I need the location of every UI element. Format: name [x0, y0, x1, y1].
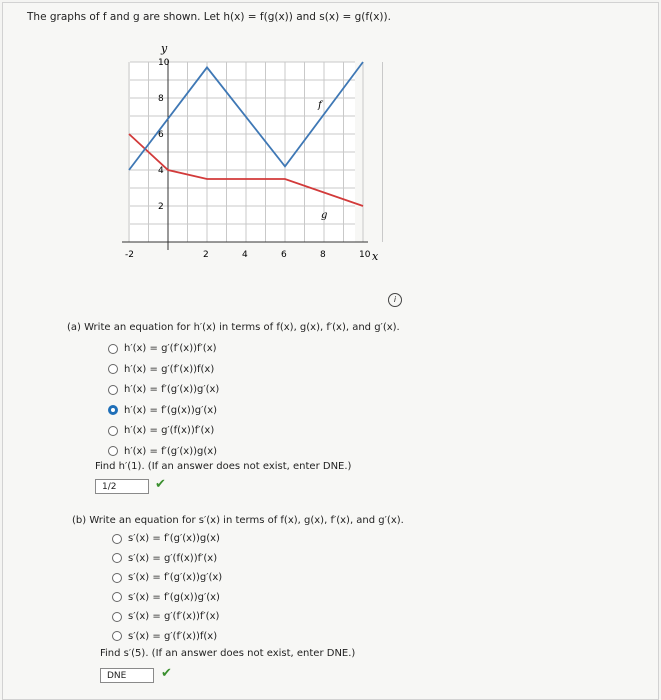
part_b-option-4[interactable]: [112, 592, 220, 603]
part_a-option-5[interactable]: [108, 425, 214, 436]
option-label: h′(x) = f′(g′(x))g′(x): [124, 384, 220, 395]
radio-button[interactable]: [112, 592, 122, 602]
option-label: s′(x) = f′(g′(x))g′(x): [128, 572, 223, 583]
check-icon: ✔: [161, 666, 172, 681]
part_b-option-5[interactable]: [112, 611, 219, 622]
y-tick-label: 2: [158, 202, 164, 212]
check-icon: ✔: [155, 477, 166, 492]
part-a-question: (a) Write an equation for h′(x) in terms of f(x), g(x), f′(x), and g′(x).: [67, 322, 400, 333]
option-label: s′(x) = g′(f′(x))f′(x): [128, 611, 220, 622]
radio-button[interactable]: [108, 364, 118, 374]
f-label: f: [318, 100, 322, 111]
x-tick-label: 10: [359, 250, 371, 260]
radio-button[interactable]: [112, 631, 122, 641]
radio-button[interactable]: [112, 612, 122, 622]
part-b-find-text: Find s′(5). (If an answer does not exist, enter DNE.): [100, 648, 356, 659]
option-label: h′(x) = g′(f(x))f′(x): [124, 425, 215, 436]
part-a-find-text: Find h′(1). (If an answer does not exist, enter DNE.): [95, 461, 352, 472]
part_a-option-6[interactable]: [108, 446, 217, 457]
part_a-option-1[interactable]: [108, 343, 217, 354]
part_a-option-3[interactable]: [108, 384, 219, 395]
x-tick-label: 6: [281, 250, 287, 260]
radio-button[interactable]: [108, 385, 118, 395]
radio-button[interactable]: [112, 573, 122, 583]
part_a-option-2[interactable]: [108, 364, 214, 375]
radio-button[interactable]: [108, 446, 118, 456]
radio-button[interactable]: [108, 344, 118, 354]
option-label: h′(x) = f′(g(x))g′(x): [124, 404, 218, 416]
y-tick-label: 4: [158, 166, 164, 176]
y-tick-label: 6: [158, 130, 164, 140]
y-tick-label: 8: [158, 94, 164, 104]
option-label: h′(x) = g′(f′(x))f′(x): [124, 343, 217, 354]
x-tick-label: -2: [125, 250, 134, 260]
intro-text: The graphs of f and g are shown. Let h(x) = f(g(x)) and s(x) = g(f(x)).: [27, 11, 391, 23]
option-label: h′(x) = f′(g′(x))g(x): [124, 445, 218, 457]
radio-button[interactable]: [112, 534, 122, 544]
option-label: s′(x) = g′(f(x))f′(x): [128, 552, 218, 564]
x-tick-label: 2: [203, 250, 209, 260]
function-graph: [120, 40, 390, 290]
option-label: h′(x) = g′(f′(x))f(x): [124, 363, 215, 375]
part-b-answer-input[interactable]: DNE: [100, 668, 154, 683]
x-tick-label: 8: [320, 250, 326, 260]
part_b-option-2[interactable]: [112, 553, 217, 564]
x-axis-label: x: [372, 250, 379, 263]
option-label: s′(x) = g′(f′(x))f(x): [128, 630, 218, 642]
radio-button[interactable]: [108, 405, 118, 415]
part_a-option-4[interactable]: [108, 405, 217, 416]
x-tick-labels: [125, 250, 371, 260]
x-tick-label: 4: [242, 250, 248, 260]
part-a-answer-input[interactable]: 1/2: [95, 479, 149, 494]
part_b-option-1[interactable]: [112, 533, 220, 544]
part_b-option-3[interactable]: [112, 572, 222, 583]
option-label: s′(x) = f′(g′(x))g(x): [128, 533, 220, 544]
part_b-option-6[interactable]: [112, 631, 217, 642]
g-label: g: [321, 210, 328, 221]
part-b-question: (b) Write an equation for s′(x) in terms of f(x), g(x), f′(x), and g′(x).: [72, 515, 404, 526]
option-label: s′(x) = f′(g(x))g′(x): [128, 591, 220, 603]
radio-button[interactable]: [108, 426, 118, 436]
radio-button[interactable]: [112, 553, 122, 563]
y-axis-label: y: [161, 42, 168, 55]
info-icon[interactable]: i: [388, 293, 402, 307]
y-tick-label: 10: [158, 58, 170, 68]
